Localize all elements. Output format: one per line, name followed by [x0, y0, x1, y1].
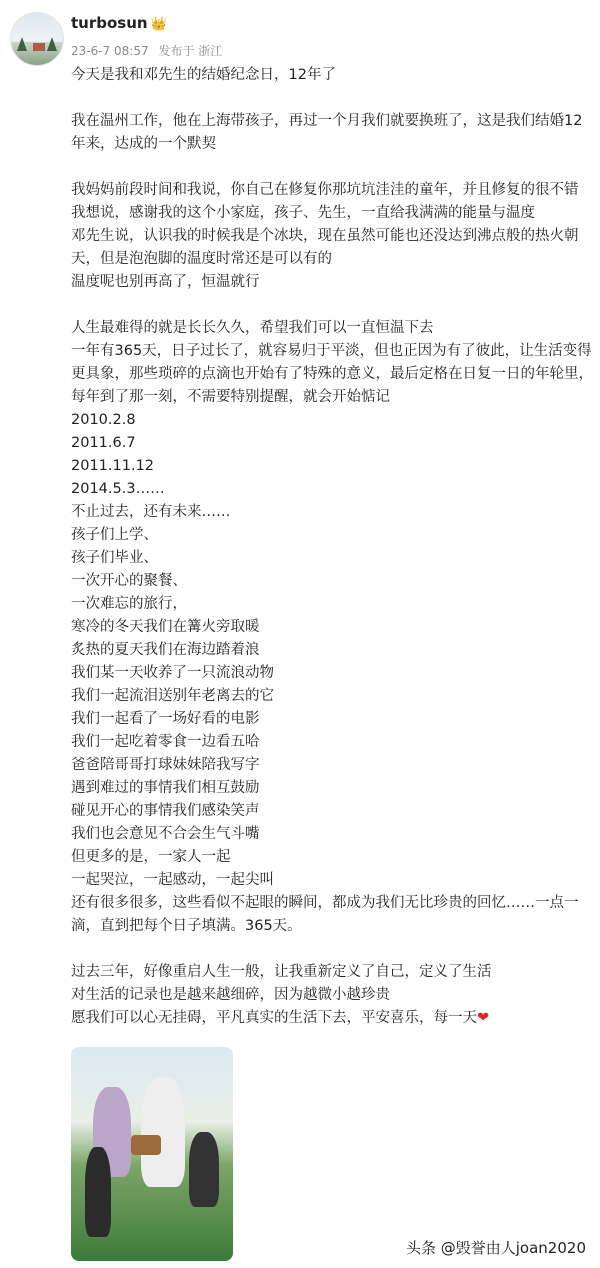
text-line: 我在温州工作，他在上海带孩子，再过一个月我们就要换班了，这是我们结婚12 — [71, 113, 583, 129]
text-line: 我们某一天收养了一只流浪动物 — [71, 665, 274, 681]
last-line-text: 愿我们可以心无挂碍，平凡真实的生活下去，平安喜乐，每一天 — [71, 1010, 477, 1026]
text-line: 我妈妈前段时间和我说，你自己在修复你那坑坑洼洼的童年，并且修复的很不错 — [71, 182, 579, 198]
text-line: 但更多的是，一家人一起 — [71, 849, 231, 865]
text-line: 滴，直到把每个日子填满。365天。 — [71, 918, 302, 934]
text-line: 孩子们毕业、 — [71, 550, 158, 566]
post-image-family-painting[interactable] — [71, 1047, 233, 1261]
text-line: 年来，达成的一个默契 — [71, 136, 216, 152]
text-line: 我们一起吃着零食一边看五哈 — [71, 734, 260, 750]
blank-line — [71, 294, 591, 317]
text-line: 炙热的夏天我们在海边踏着浪 — [71, 642, 260, 658]
text-line: 今天是我和邓先生的结婚纪念日，12年了 — [71, 67, 336, 83]
blank-line — [71, 156, 591, 179]
text-line: 邓先生说，认识我的时候我是个冰块，现在虽然可能也还没达到沸点般的热火朝 — [71, 228, 579, 244]
text-line: 孩子们上学、 — [71, 527, 158, 543]
username[interactable] — [71, 14, 167, 32]
text-line: 一次开心的聚餐、 — [71, 573, 187, 589]
post-location: 发布于 浙江 — [158, 44, 223, 58]
blank-line — [71, 938, 591, 961]
text-line: 我们一起流泪送别年老离去的它 — [71, 688, 274, 704]
text-line: 爸爸陪哥哥打球妹妹陪我写字 — [71, 757, 260, 773]
house-icon — [33, 43, 45, 51]
text-line: 碰见开心的事情我们感染笑声 — [71, 803, 260, 819]
tree-icon — [17, 37, 27, 51]
text-line: 还有很多很多，这些看似不起眼的瞬间，都成为我们无比珍贵的回忆……一点一 — [71, 895, 579, 911]
text-line: 对生活的记录也是越来越细碎，因为越微小越珍贵 — [71, 987, 390, 1003]
text-line: 我们也会意见不合会生气斗嘴 — [71, 826, 260, 842]
text-line: 我想说，感谢我的这个小家庭，孩子、先生，一直给我满满的能量与温度 — [71, 205, 535, 221]
text-line: 过去三年，好像重启人生一般，让我重新定义了自己，定义了生活 — [71, 964, 492, 980]
tree-icon — [47, 37, 57, 51]
heart-icon: ❤ — [477, 1010, 490, 1026]
avatar[interactable] — [10, 12, 64, 66]
blank-line — [71, 87, 591, 110]
text-line: 人生最难得的就是长长久久，希望我们可以一直恒温下去 — [71, 320, 434, 336]
text-line: 2011.11.12 — [71, 458, 155, 474]
username-text[interactable]: turbosun — [71, 14, 148, 32]
text-line-last — [71, 1007, 591, 1030]
text-line: 更具象，那些琐碎的点滴也开始有了特殊的意义，最后定格在日复一日的年轮里， — [71, 366, 593, 382]
post-meta — [71, 42, 228, 59]
text-line: 2010.2.8 — [71, 412, 136, 428]
text-line: 遇到难过的事情我们相互鼓励 — [71, 780, 260, 796]
watermark: 头条 @毁誉由人joan2020 — [406, 1239, 586, 1257]
text-line: 一起哭泣，一起感动，一起尖叫 — [71, 872, 274, 888]
figure-father — [141, 1077, 185, 1187]
text-line: 温度呢也别再高了，恒温就行 — [71, 274, 260, 290]
post-date: 23-6-7 08:57 — [71, 44, 149, 58]
text-line: 天，但是泡泡脚的温度时常还是可以有的 — [71, 251, 332, 267]
text-line: 不止过去，还有未来…… — [71, 504, 231, 520]
post-content — [71, 64, 591, 1030]
figure-boy — [189, 1132, 219, 1207]
figure-girl — [85, 1147, 111, 1237]
basket — [131, 1135, 161, 1155]
vip-crown-icon: 👑 — [150, 17, 167, 32]
text-line: 寒冷的冬天我们在篝火旁取暖 — [71, 619, 260, 635]
text-line: 每年到了那一刻，不需要特别提醒，就会开始惦记 — [71, 389, 390, 405]
text-line: 一年有365天，日子过长了，就容易归于平淡，但也正因为有了彼此，让生活变得 — [71, 343, 592, 359]
text-line: 一次难忘的旅行， — [71, 596, 187, 612]
text-line: 2011.6.7 — [71, 435, 136, 451]
text-line: 我们一起看了一场好看的电影 — [71, 711, 260, 727]
text-line: 2014.5.3…… — [71, 481, 165, 497]
